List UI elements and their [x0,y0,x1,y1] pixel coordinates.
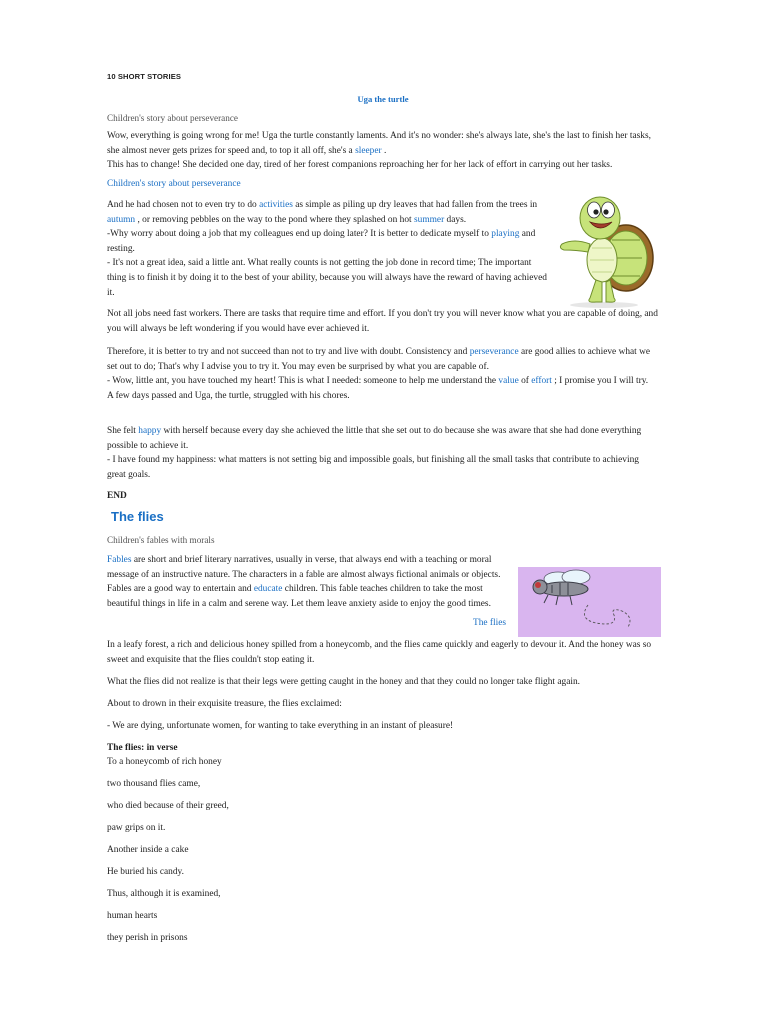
text: A few days passed and Uga, the turtle, struggled with his chores. [107,390,350,401]
verse-line: human hearts [107,911,158,921]
link-effort[interactable]: effort [531,376,552,387]
text: with herself because every day she achieved the little that she set out to do because she was aware that she had done everything possible to achieve it. [107,426,642,451]
paragraph [107,198,547,300]
turtle-illustration [552,192,662,308]
link-autumn[interactable]: autumn [107,214,136,225]
link-fables[interactable]: Fables [107,555,132,565]
verse-line: who died because of their greed, [107,801,229,811]
paragraph: About to drown in their exquisite treasure, the flies exclaimed: [107,699,342,709]
text: - Wow, little ant, you have touched my heart! This is what I needed: someone to help me understand the [107,376,499,387]
text: - It's not a great idea, said a little ant. What really counts is not getting the job done in record time; The important thing is to finish it by doing it to the best of your ability, because you will always have the reward of having achieved it. [107,258,547,298]
text: And he had chosen not to even try to do [107,200,260,210]
text: Wow, everything is going wrong for me! Uga the turtle constantly laments. And it's no wonder: she's always late, she's the last to finish her tasks, she almost never gets prizes for speed and, to top it all off, she's a [107,131,651,156]
text: -Why worry about doing a job that my colleagues end up doing later? It is better to dedicate myself to [107,229,492,240]
text: as simple as piling up dry leaves that had fallen from the trees in [292,200,538,210]
text: - I have found my happiness: what matters is not setting big and impossible goals, but finishing all the small tasks that contribute to achieving great goals. [107,455,639,480]
verse-line: two thousand flies came, [107,779,201,789]
paragraph: Not all jobs need fast workers. There are tasks that require time and effort. If you don't try you will never know what you are capable of doing, and you will always be left wondering if you would have ever achieved it. [107,309,658,334]
verse-line: To a honeycomb of rich honey [107,757,222,767]
text: This has to change! She decided one day, tired of her forest companions reproaching her for her lack of effort in carrying out her tasks. [107,160,613,171]
story-subtitle: Children's story about perseverance [107,113,239,123]
link-heading-perseverance[interactable]: Children's story about perseverance [107,179,241,189]
end-marker: END [107,491,127,501]
link-value[interactable]: value [498,376,519,387]
verse-heading: The flies: in verse [107,743,178,753]
paragraph: - We are dying, unfortunate women, for wanting to take everything in an instant of pleasure! [107,721,454,731]
text: children. This fable teaches children to take the most beautiful things in life in a calm and serene way. Let them leave anxiety aside to enjoy the good times. [107,584,491,609]
text: and resting. [107,229,536,254]
link-sleeper[interactable]: sleeper [355,145,382,156]
text: days. [444,214,467,225]
document-title: 10 SHORT STORIES [107,72,182,81]
text: are good allies to achieve what we set out to do; That's why I advise you to try it. You may even be surprised by what you are capable of. [107,347,651,372]
paragraph [107,129,659,173]
paragraph: In a leafy forest, a rich and delicious honey spilled from a honeycomb, and the flies came quickly and eagerly to devour it. And the honey was so sweet and exquisite that the flies couldn't stop eating it. [107,640,652,665]
verse-line: they perish in prisons [107,933,188,943]
verse-line: Another inside a cake [107,845,189,855]
text: Therefore, it is better to try and not succeed than not to try and live with doubt. Consistency and [107,347,470,357]
link-activities[interactable]: activities [259,200,293,210]
paragraph [107,345,659,403]
text: , or removing pebbles on the way to the pond where they splashed on hot [135,214,414,225]
verse-line: paw grips on it. [107,823,166,833]
story-subtitle: Children's fables with morals [107,535,215,545]
verse-line: He buried his candy. [107,867,184,877]
story-title-flies[interactable]: The flies [111,509,164,524]
story-title-uga[interactable]: Uga the turtle [357,94,409,104]
link-happy[interactable]: happy [138,426,162,436]
text: . [381,145,387,156]
link-summer[interactable]: summer [413,214,445,225]
paragraph: What the flies did not realize is that their legs were getting caught in the honey and that they could no longer take flight again. [107,677,581,687]
text: of [518,376,532,387]
flies-illustration [518,567,661,637]
text: She felt [107,426,139,436]
paragraph [107,424,659,482]
text: are short and brief literary narratives, usually in verse, that always end with a teaching or moral message of an instructive nature. The characters in a fable are almost always fictional animals or objects. Fables are a good way to entertain and [107,555,501,595]
link-perseverance[interactable]: perseverance [469,347,519,357]
image-caption[interactable]: The flies [473,618,507,628]
verse-line: Thus, although it is examined, [107,889,221,899]
link-educate[interactable]: educate [253,584,283,595]
text: ; I promise you I will try. [551,376,649,387]
link-playing[interactable]: playing [491,229,520,240]
